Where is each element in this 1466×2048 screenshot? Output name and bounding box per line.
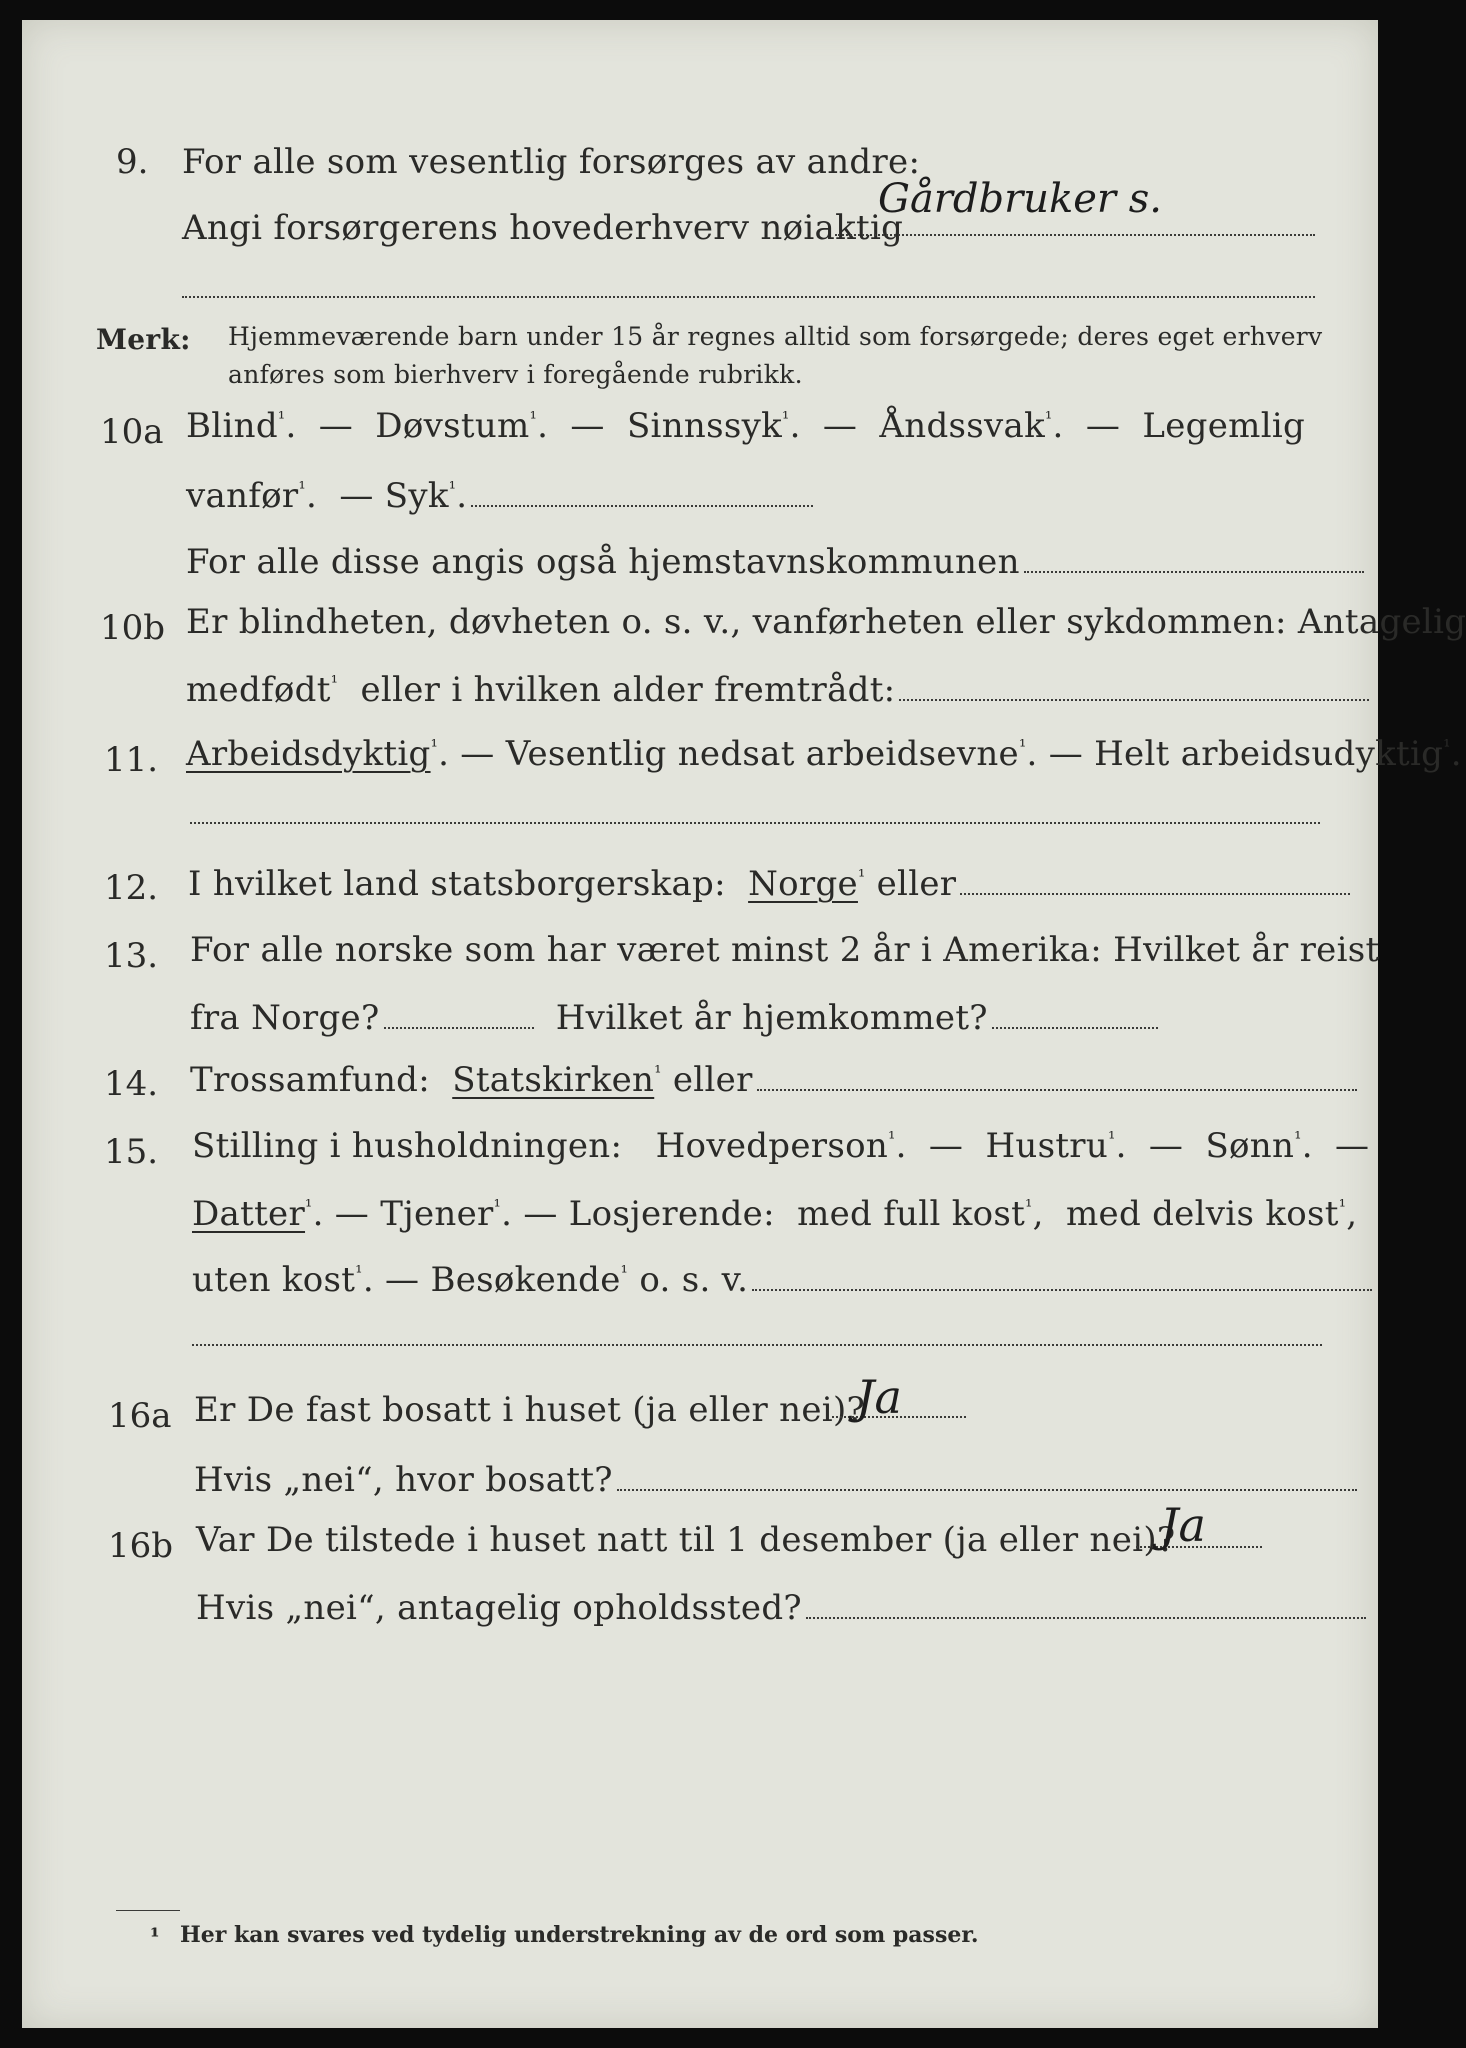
q10a-line1: Blind$^{^1}$. — Døvstum$^{^1}$. — Sinnssyk$^{^1}$. — Åndssvak$^{^1}$. — Legemlig <box>186 406 1306 446</box>
q16a-line2-row <box>194 1458 1357 1502</box>
q15-line3: uten kost$^{^1}$. — Besøkende$^{^1}$ o. s. v. <box>192 1258 1372 1302</box>
q15-extra-line <box>192 1344 1322 1346</box>
hjemstavn-answer-line <box>1024 571 1364 573</box>
q13-number: 13. <box>104 936 159 976</box>
hustru-option: Hustru <box>985 1126 1109 1166</box>
q15-line2: Datter$^{^1}$. — Tjener$^{^1}$. — Losjerende: med full kost$^{^1}$, med delvis kost$^{^1}$, <box>192 1194 1358 1234</box>
q10b-number: 10b <box>100 608 166 648</box>
q10b-line1: Er blindheten, døvheten o. s. v., vanførheten eller sykdommen: Antagelig <box>186 602 1466 642</box>
q11-line: Arbeidsdyktig$^{^1}$. — Vesentlig nedsat arbeidsevne$^{^1}$. — Helt arbeidsudyktig$^{^1}$. <box>186 734 1462 774</box>
q12-text: I hvilket land statsborgerskap: <box>188 864 726 904</box>
footnote-mark: ¹ <box>298 478 307 500</box>
footnote-mark: ¹ <box>1338 1196 1347 1218</box>
footnote-mark: ¹ <box>493 1196 502 1218</box>
q14-text: Trossamfund: <box>190 1060 431 1100</box>
footnote-mark: ¹ <box>1108 1128 1116 1150</box>
q11-number: 11. <box>104 740 159 780</box>
q10a-line3-row <box>186 540 1364 584</box>
q16b-line1: Var De tilstede i huset natt til 1 desember (ja eller nei)? <box>196 1520 1176 1560</box>
footnote-mark: ¹ <box>150 1924 160 1950</box>
q12-answer-line <box>960 893 1350 895</box>
q16a-bosatt-answer-line <box>617 1489 1357 1491</box>
q10a-line3: For alle disse angis også hjemstavnskommunen <box>186 542 1020 582</box>
footnote-mark: ¹ <box>1025 1196 1033 1218</box>
q10b-line2-rest: eller i hvilken alder fremtrådt: <box>360 670 896 710</box>
footnote-mark: ¹ <box>888 1128 896 1150</box>
footnote-text: Her kan svares ved tydelig understrekning av de ord som passer. <box>180 1922 979 1948</box>
q14-line <box>190 1058 1357 1102</box>
q14-number: 14. <box>104 1064 159 1104</box>
q10a-number: 10a <box>100 412 164 452</box>
footnote-mark: ¹ <box>330 672 339 694</box>
footnote-mark: ¹ <box>430 736 439 758</box>
q11-extra-line <box>190 822 1320 824</box>
norge-option: Norge <box>748 864 858 904</box>
merk-label: Merk: <box>96 323 191 356</box>
q15-answer-line <box>752 1289 1372 1291</box>
q13-line1: For alle norske som har været minst 2 år i Amerika: Hvilket år reist <box>190 930 1380 970</box>
q16a-line1: Er De fast bosatt i huset (ja eller nei)? <box>194 1390 866 1430</box>
q16a-number: 16a <box>108 1396 172 1436</box>
blind-option: Blind <box>186 406 278 446</box>
merk-line2: anføres som bierhverv i foregående rubrikk. <box>228 360 803 389</box>
q12-eller: eller <box>876 864 957 904</box>
medfodt-option: medfødt <box>186 670 331 710</box>
vanfor-option: vanfør <box>186 476 299 516</box>
q13-hjemkommet-question: Hvilket år hjemkommet? <box>555 998 988 1038</box>
q15-osv: o. s. v. <box>639 1260 749 1300</box>
q13-reist-question: fra Norge? <box>190 998 380 1038</box>
footnote-mark: ¹ <box>1294 1128 1302 1150</box>
footnote-mark: ¹ <box>355 1262 363 1284</box>
statskirken-option: Statskirken <box>452 1060 655 1100</box>
hjemkommet-answer-line <box>992 1027 1158 1029</box>
q9-extra-line <box>182 296 1315 298</box>
q10b-answer-line <box>899 699 1369 701</box>
datter-option: Datter <box>192 1194 306 1234</box>
q10a-answer-line <box>471 505 813 507</box>
hovedperson-option: Hovedperson <box>655 1126 889 1166</box>
q14-eller: eller <box>672 1060 753 1100</box>
footnote-mark: ¹ <box>620 1262 629 1284</box>
q9-number: 9. <box>116 142 149 182</box>
q12-line <box>188 862 1350 906</box>
q9-answer-line <box>835 234 1315 236</box>
udyktig-option: Helt arbeidsudyktig <box>1094 734 1444 774</box>
q16b-opholdssted-answer-line <box>806 1617 1366 1619</box>
q14-answer-line <box>757 1089 1357 1091</box>
nedsat-option: Vesentlig nedsat arbeidsevne <box>505 734 1019 774</box>
q16a-line2: Hvis „nei“, hvor bosatt? <box>194 1460 613 1500</box>
losjerende-label: Losjerende: <box>568 1194 775 1234</box>
delvis-kost-option: med delvis kost <box>1065 1194 1339 1234</box>
q9-handwritten-answer: Gårdbruker s. <box>878 176 1163 222</box>
q16a-handwritten-answer: Ja <box>856 1370 902 1424</box>
sinnssyk-option: Sinnssyk <box>626 406 783 446</box>
reist-answer-line <box>384 1027 534 1029</box>
q15-number: 15. <box>104 1132 159 1172</box>
footnote-separator <box>116 1910 180 1911</box>
q16b-line2: Hvis „nei“, antagelig opholdssted? <box>196 1588 802 1628</box>
footnote-mark: ¹ <box>529 408 538 430</box>
dovstum-option: Døvstum <box>375 406 530 446</box>
footnote-mark: ¹ <box>277 408 286 430</box>
q12-number: 12. <box>104 868 159 908</box>
full-kost-option: med full kost <box>797 1194 1026 1234</box>
q15-line1: Stilling i husholdningen: Hovedperson$^{^1}$. — Hustru$^{^1}$. — Sønn$^{^1}$. — <box>192 1126 1370 1166</box>
q16b-line2-row <box>196 1586 1366 1630</box>
legemlig-option: Legemlig <box>1142 406 1306 446</box>
footnote-mark: ¹ <box>1018 736 1027 758</box>
footnote-mark: ¹ <box>782 408 790 430</box>
q9-line1: For alle som vesentlig forsørges av andre: <box>182 142 921 182</box>
footnote-mark: ¹ <box>857 866 866 888</box>
footnote-mark: ¹ <box>1443 736 1451 758</box>
q10b-line2 <box>186 668 1369 712</box>
footnote-mark: ¹ <box>305 1196 313 1218</box>
q15-text: Stilling i husholdningen: <box>192 1126 623 1166</box>
merk-line1: Hjemmeværende barn under 15 år regnes alltid som forsørgede; deres eget erhverv <box>228 322 1323 351</box>
sonn-option: Sønn <box>1205 1126 1295 1166</box>
uten-kost-option: uten kost <box>192 1260 356 1300</box>
footnote-mark: ¹ <box>654 1062 662 1084</box>
q13-line2 <box>190 996 1158 1040</box>
syk-option: Syk <box>384 476 449 516</box>
footnote-mark: ¹ <box>448 478 457 500</box>
footnote-mark: ¹ <box>1045 408 1053 430</box>
tjener-option: Tjener <box>380 1194 494 1234</box>
q9-line2: Angi forsørgerens hovederhverv nøiaktig <box>182 208 904 248</box>
andssvak-option: Åndssvak <box>879 406 1045 446</box>
besokende-option: Besøkende <box>430 1260 621 1300</box>
q10a-line2: vanfør$^{^1}$. — Syk$^{^1}$. <box>186 474 813 518</box>
q16b-number: 16b <box>108 1526 174 1566</box>
arbeidsdyktig-option: Arbeidsdyktig <box>186 734 431 774</box>
q16b-handwritten-answer: Ja <box>1160 1498 1206 1552</box>
